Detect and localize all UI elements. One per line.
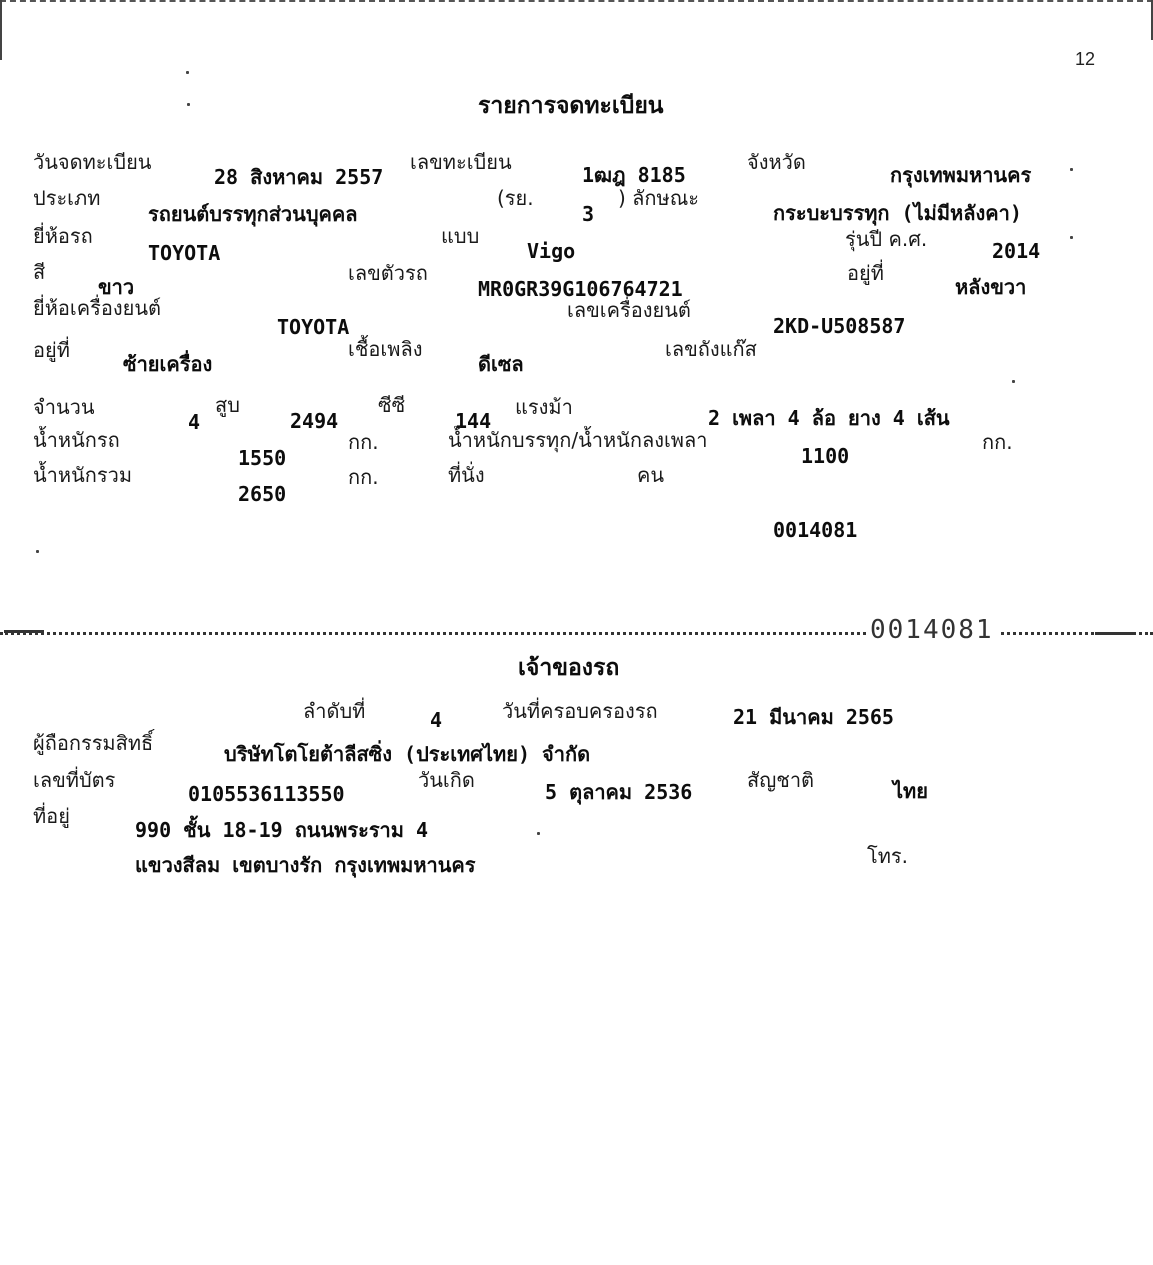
- cc-value: 2494: [290, 409, 339, 433]
- ry-open-label: (รย.: [497, 186, 534, 210]
- vehicle-weight-value: 1550: [238, 446, 287, 470]
- address-label: ที่อยู่: [33, 804, 70, 828]
- persons-unit: คน: [637, 463, 665, 487]
- model-label: แบบ: [441, 224, 480, 248]
- type-value: รถยนต์บรรทุกส่วนบุคคล: [148, 202, 358, 226]
- gas-tank-label: เลขถังแก๊ส: [665, 337, 757, 361]
- engine-loc-value: ซ้ายเครื่อง: [123, 352, 213, 376]
- chassis-label: เลขตัวรถ: [348, 261, 428, 285]
- cylinders-value: 4: [188, 410, 201, 434]
- reg-no-label: เลขทะเบียน: [410, 150, 512, 174]
- registration-serial: 0014081: [773, 518, 858, 542]
- id-no-label: เลขที่บัตร: [33, 768, 116, 792]
- scan-speck: [186, 71, 189, 74]
- reg-date-label: วันจดทะเบียน: [33, 150, 152, 174]
- cylinders-unit: สูบ: [215, 393, 240, 417]
- load-weight-label: น้ำหนักบรรทุก/น้ำหนักลงเพลา: [448, 428, 708, 452]
- chassis-value: MR0GR39G106764721: [478, 277, 683, 301]
- registration-heading: รายการจดทะเบียน: [478, 93, 664, 119]
- possession-date-label: วันที่ครอบครองรถ: [502, 699, 658, 723]
- model-year-label: รุ่นปี ค.ศ.: [845, 227, 928, 251]
- scan-speck: [1012, 380, 1015, 383]
- phone-label: โทร.: [867, 844, 909, 868]
- engine-brand-value: TOYOTA: [277, 315, 350, 339]
- engine-no-value: 2KD-U508587: [773, 314, 906, 338]
- perforation-end-right: [1095, 632, 1135, 635]
- nationality-label: สัญชาติ: [747, 768, 815, 792]
- page-number: 12: [1075, 49, 1096, 69]
- reg-date-value: 28 สิงหาคม 2557: [214, 165, 384, 189]
- vehicle-weight-unit: กก.: [348, 430, 379, 454]
- load-weight-unit: กก.: [982, 430, 1013, 454]
- brand-value: TOYOTA: [148, 241, 221, 265]
- scan-speck: [36, 550, 39, 553]
- chassis-loc-label: อยู่ที่: [847, 261, 884, 285]
- serial-stamp: 0014081: [866, 617, 998, 643]
- scan-edge-top: [0, 0, 1153, 5]
- count-label: จำนวน: [33, 395, 95, 419]
- color-label: สี: [33, 260, 46, 284]
- scan-speck: [1070, 168, 1073, 171]
- owner-label: ผู้ถือกรรมสิทธิ์: [33, 731, 154, 755]
- order-label: ลำดับที่: [303, 699, 366, 723]
- model-value: Vigo: [527, 239, 576, 263]
- scan-speck: [1070, 236, 1073, 239]
- scan-edge-left: [0, 0, 2, 60]
- cc-unit: ซีซี: [378, 393, 406, 417]
- owner-heading: เจ้าของรถ: [518, 655, 620, 681]
- birth-date-value: 5 ตุลาคม 2536: [545, 780, 693, 804]
- ry-close-label: ) ลักษณะ: [618, 186, 700, 210]
- hp-unit: แรงม้า: [515, 395, 573, 419]
- scan-speck: [187, 103, 190, 106]
- possession-date-value: 21 มีนาคม 2565: [733, 705, 894, 729]
- address-line1: 990 ชั้น 18-19 ถนนพระราม 4: [135, 818, 429, 842]
- perforation-end-left: [4, 630, 44, 633]
- engine-loc-label: อยู่ที่: [33, 338, 70, 362]
- body-value: กระบะบรรทุก (ไม่มีหลังคา): [773, 201, 1022, 225]
- reg-no-value: 1ฒฎ 8185: [582, 163, 686, 187]
- nationality-value: ไทย: [893, 779, 928, 803]
- province-value: กรุงเทพมหานคร: [890, 163, 1032, 187]
- engine-no-label: เลขเครื่องยนต์: [567, 298, 691, 322]
- birth-date-label: วันเกิด: [418, 768, 475, 792]
- load-weight-value: 1100: [801, 444, 850, 468]
- axles-tires-value: 2 เพลา 4 ล้อ ยาง 4 เส้น: [708, 406, 950, 430]
- brand-label: ยี่ห้อรถ: [33, 224, 93, 248]
- seats-label: ที่นั่ง: [448, 463, 485, 487]
- model-year-value: 2014: [992, 239, 1041, 263]
- fuel-label: เชื้อเพลิง: [348, 337, 423, 361]
- ry-value: 3: [582, 202, 595, 226]
- type-label: ประเภท: [33, 186, 101, 210]
- color-value: ขาว: [98, 275, 135, 299]
- gross-weight-unit: กก.: [348, 465, 379, 489]
- chassis-loc-value: หลังขวา: [955, 275, 1027, 299]
- province-label: จังหวัด: [747, 150, 806, 174]
- order-value: 4: [430, 708, 443, 732]
- vehicle-weight-label: น้ำหนักรถ: [33, 428, 120, 452]
- fuel-value: ดีเซล: [478, 352, 524, 376]
- owner-value: บริษัทโตโยต้าลีสซิ่ง (ประเทศไทย) จำกัด: [224, 742, 591, 766]
- gross-weight-label: น้ำหนักรวม: [33, 463, 133, 487]
- hp-value: 144: [455, 409, 492, 433]
- scan-speck: [537, 832, 540, 835]
- id-no-value: 0105536113550: [188, 782, 345, 806]
- engine-brand-label: ยี่ห้อเครื่องยนต์: [33, 296, 162, 320]
- gross-weight-value: 2650: [238, 482, 287, 506]
- address-line2: แขวงสีลม เขตบางรัก กรุงเทพมหานคร: [135, 853, 476, 877]
